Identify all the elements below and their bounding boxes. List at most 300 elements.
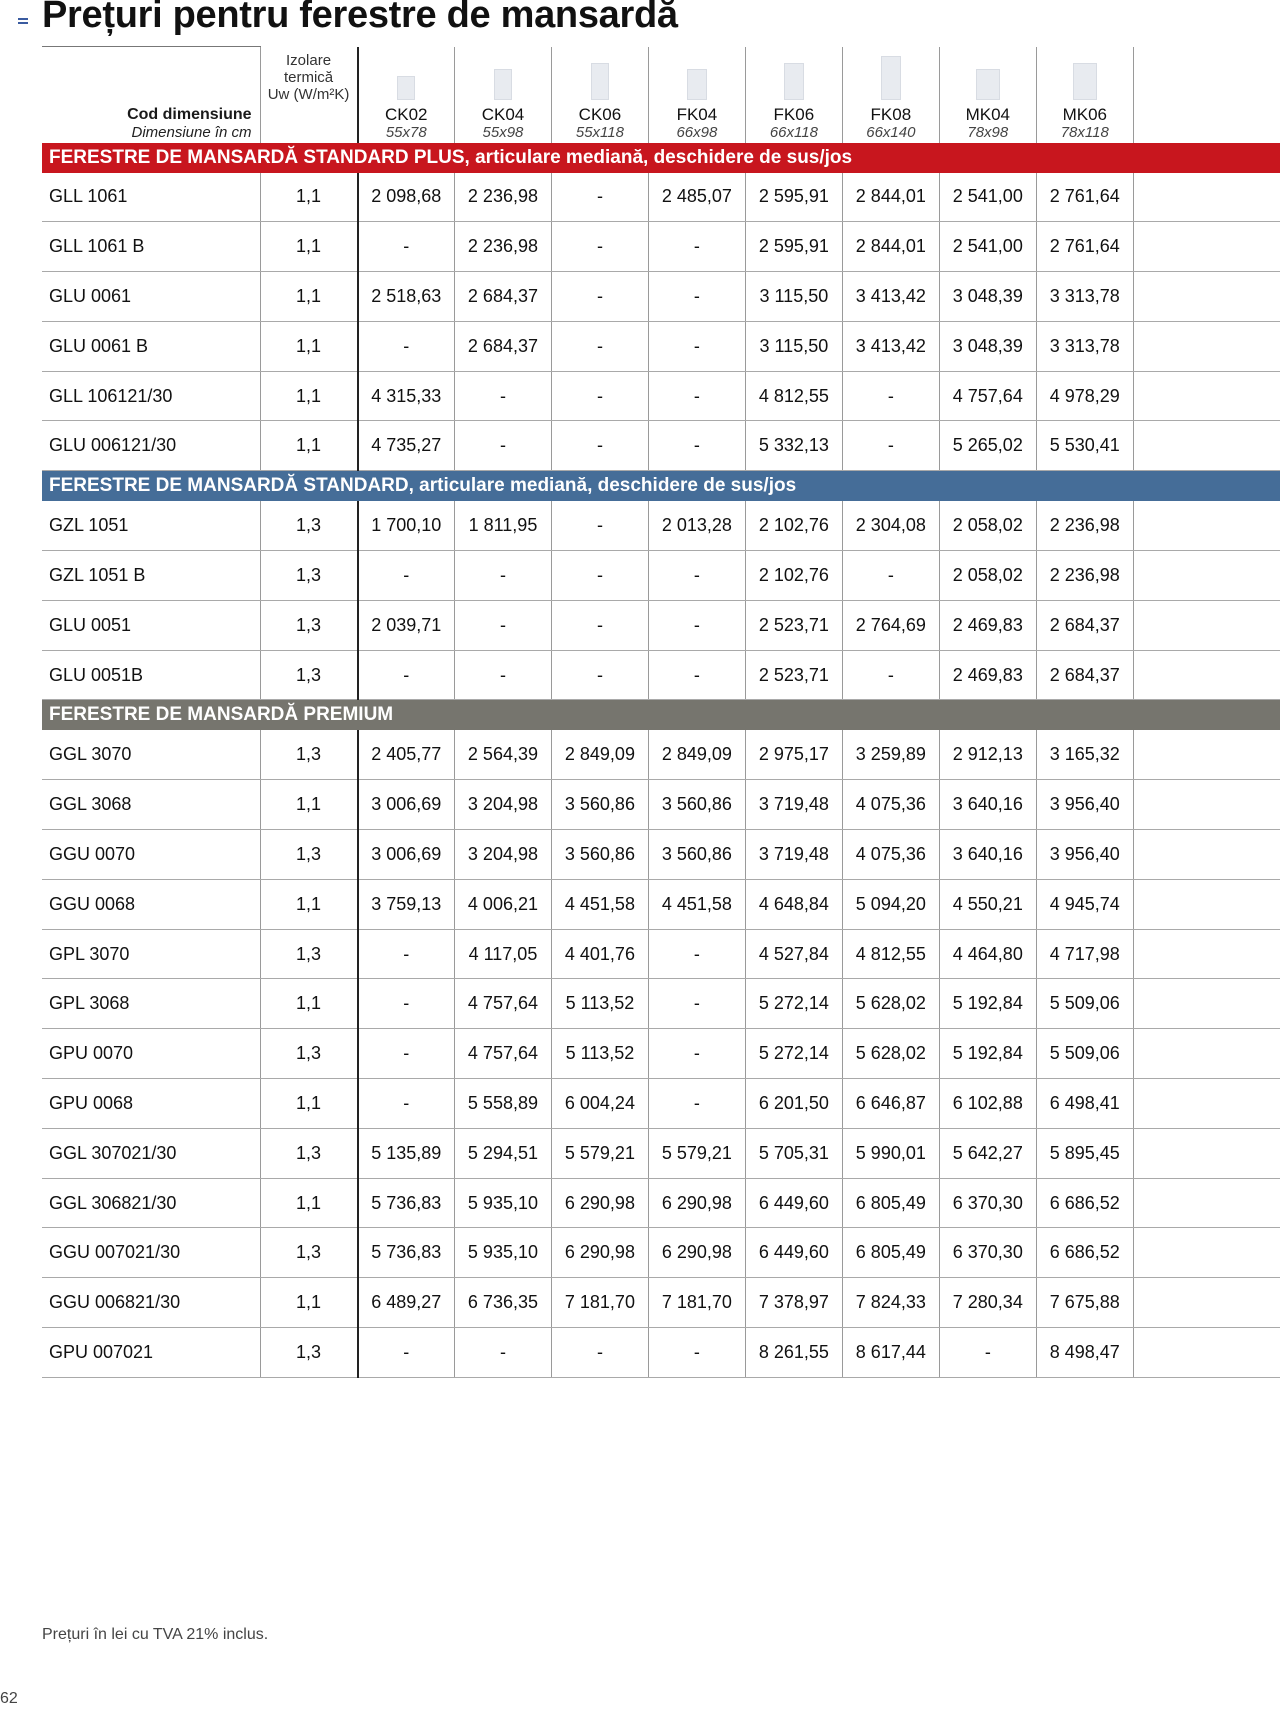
price-cell: 2 098,68 — [358, 173, 455, 222]
row-spacer — [1133, 650, 1280, 700]
uw-value: 1,1 — [260, 979, 357, 1029]
product-code: GPU 0068 — [42, 1079, 260, 1129]
menu-icon[interactable] — [18, 18, 28, 26]
table-row — [42, 1079, 1280, 1129]
uw-value: 1,3 — [260, 1029, 357, 1079]
uw-value: 1,3 — [260, 501, 357, 550]
price-cell: - — [551, 173, 648, 222]
row-spacer — [1133, 979, 1280, 1029]
price-cell: 6 498,41 — [1036, 1079, 1133, 1129]
row-spacer — [1133, 780, 1280, 830]
price-cell: 5 736,83 — [358, 1178, 455, 1228]
price-cell: 2 844,01 — [842, 222, 939, 272]
price-cell: 3 048,39 — [939, 321, 1036, 371]
section-header — [42, 471, 1280, 502]
row-spacer — [1133, 1128, 1280, 1178]
price-cell: 6 290,98 — [551, 1228, 648, 1278]
uw-value: 1,3 — [260, 929, 357, 979]
uw-line1: Izolare — [286, 51, 332, 69]
price-cell: 5 135,89 — [358, 1128, 455, 1178]
size-column-header — [551, 47, 648, 143]
product-code: GPL 3070 — [42, 929, 260, 979]
table-row — [42, 173, 1280, 222]
price-cell: 2 684,37 — [454, 321, 551, 371]
price-cell: 2 039,71 — [358, 600, 455, 650]
uw-value: 1,3 — [260, 830, 357, 880]
product-code: GLU 0051 — [42, 600, 260, 650]
size-column-header — [939, 47, 1036, 143]
price-cell: 7 378,97 — [745, 1278, 842, 1328]
price-cell: - — [551, 650, 648, 700]
row-spacer — [1133, 1029, 1280, 1079]
price-cell: 4 648,84 — [745, 879, 842, 929]
price-cell: 8 261,55 — [745, 1328, 842, 1378]
price-cell: 4 757,64 — [454, 979, 551, 1029]
price-cell: 5 642,27 — [939, 1128, 1036, 1178]
price-cell: 4 812,55 — [745, 371, 842, 421]
price-cell: - — [648, 1328, 745, 1378]
uw-value: 1,3 — [260, 600, 357, 650]
page-title: Prețuri pentru ferestre de mansardă — [42, 0, 678, 36]
price-cell: 5 628,02 — [842, 979, 939, 1029]
price-cell: - — [842, 421, 939, 471]
price-cell: - — [842, 650, 939, 700]
price-cell: 2 304,08 — [842, 501, 939, 550]
price-cell: 4 945,74 — [1036, 879, 1133, 929]
price-cell: 4 006,21 — [454, 879, 551, 929]
price-cell: 2 058,02 — [939, 501, 1036, 550]
price-cell: 5 265,02 — [939, 421, 1036, 471]
price-cell: 3 413,42 — [842, 321, 939, 371]
price-cell: - — [648, 371, 745, 421]
price-cell: - — [551, 321, 648, 371]
row-spacer — [1133, 1278, 1280, 1328]
price-cell: 7 280,34 — [939, 1278, 1036, 1328]
row-spacer — [1133, 551, 1280, 601]
price-cell: 2 844,01 — [842, 173, 939, 222]
product-code: GGU 0070 — [42, 830, 260, 880]
price-cell: - — [454, 1328, 551, 1378]
price-cell: - — [648, 979, 745, 1029]
price-cell: 6 201,50 — [745, 1079, 842, 1129]
price-cell: 5 990,01 — [842, 1128, 939, 1178]
size-code: MK06 — [1062, 104, 1107, 124]
price-cell: 6 290,98 — [648, 1178, 745, 1228]
price-cell: 3 313,78 — [1036, 272, 1133, 322]
price-cell: 4 117,05 — [454, 929, 551, 979]
size-dimension: 55x118 — [575, 123, 624, 141]
price-cell: 3 259,89 — [842, 730, 939, 779]
product-code: GGL 3068 — [42, 780, 260, 830]
price-cell: 6 449,60 — [745, 1228, 842, 1278]
row-spacer — [1133, 1178, 1280, 1228]
price-cell: 7 181,70 — [648, 1278, 745, 1328]
table-row — [42, 650, 1280, 700]
thermal-insulation-header — [260, 47, 357, 143]
price-cell: 5 192,84 — [939, 979, 1036, 1029]
price-cell: 7 181,70 — [551, 1278, 648, 1328]
table-row — [42, 979, 1280, 1029]
price-cell: 6 686,52 — [1036, 1178, 1133, 1228]
price-cell: - — [454, 421, 551, 471]
size-column-header — [745, 47, 842, 143]
size-column-header — [648, 47, 745, 143]
table-row — [42, 780, 1280, 830]
price-cell: 2 541,00 — [939, 173, 1036, 222]
price-cell: 3 048,39 — [939, 272, 1036, 322]
size-dimension: 78x98 — [967, 123, 1009, 141]
table-row — [42, 1228, 1280, 1278]
price-cell: - — [551, 501, 648, 550]
price-cell: 5 895,45 — [1036, 1128, 1133, 1178]
price-cell: 3 560,86 — [648, 830, 745, 880]
price-cell: 5 628,02 — [842, 1029, 939, 1079]
table-row — [42, 730, 1280, 779]
table-header — [42, 47, 1280, 143]
table-row — [42, 929, 1280, 979]
product-code: GLU 0051B — [42, 650, 260, 700]
uw-line3: Uw (W/m²K) — [267, 85, 350, 103]
product-code: GGU 0068 — [42, 879, 260, 929]
size-column-header — [358, 47, 455, 143]
row-spacer — [1133, 501, 1280, 550]
size-column-header — [1036, 47, 1133, 143]
price-cell: 6 290,98 — [648, 1228, 745, 1278]
price-cell: 2 849,09 — [648, 730, 745, 779]
roof-window-icon — [591, 63, 609, 100]
price-cell: 4 075,36 — [842, 830, 939, 880]
price-cell: 2 485,07 — [648, 173, 745, 222]
price-cell: 2 595,91 — [745, 222, 842, 272]
roof-window-icon — [1073, 63, 1097, 100]
uw-value: 1,1 — [260, 173, 357, 222]
row-spacer — [1133, 421, 1280, 471]
roof-window-icon — [976, 69, 1000, 100]
size-dimension: 66x98 — [676, 123, 718, 141]
code-label: Cod dimensiune — [127, 105, 252, 123]
uw-value: 1,3 — [260, 1128, 357, 1178]
row-spacer — [1133, 222, 1280, 272]
price-cell: 6 686,52 — [1036, 1228, 1133, 1278]
uw-value: 1,3 — [260, 1228, 357, 1278]
uw-value: 1,1 — [260, 272, 357, 322]
price-cell: - — [648, 929, 745, 979]
uw-value: 1,1 — [260, 1178, 357, 1228]
price-cell: 3 115,50 — [745, 272, 842, 322]
table-row — [42, 879, 1280, 929]
price-cell: 3 006,69 — [358, 830, 455, 880]
table-row — [42, 1029, 1280, 1079]
price-cell: 3 413,42 — [842, 272, 939, 322]
price-cell: - — [358, 650, 455, 700]
price-cell: - — [454, 551, 551, 601]
price-cell: 6 102,88 — [939, 1079, 1036, 1129]
price-cell: 5 579,21 — [551, 1128, 648, 1178]
row-spacer — [1133, 1228, 1280, 1278]
uw-value: 1,1 — [260, 321, 357, 371]
price-cell: 6 290,98 — [551, 1178, 648, 1228]
size-dimension: 66x140 — [866, 123, 916, 141]
row-spacer — [1133, 371, 1280, 421]
price-cell: - — [648, 1079, 745, 1129]
price-cell: 4 717,98 — [1036, 929, 1133, 979]
price-cell: 3 759,13 — [358, 879, 455, 929]
product-code: GPU 0070 — [42, 1029, 260, 1079]
price-cell: 4 451,58 — [648, 879, 745, 929]
price-cell: 5 272,14 — [745, 1029, 842, 1079]
product-code: GLL 1061 — [42, 173, 260, 222]
price-cell: - — [454, 600, 551, 650]
row-spacer — [1133, 929, 1280, 979]
table-row — [42, 272, 1280, 322]
uw-value: 1,3 — [260, 1328, 357, 1378]
size-dimension: 55x78 — [385, 123, 427, 141]
price-cell: - — [842, 551, 939, 601]
price-cell: 3 956,40 — [1036, 830, 1133, 880]
uw-value: 1,3 — [260, 551, 357, 601]
size-code: MK04 — [965, 104, 1011, 124]
product-code: GPL 3068 — [42, 979, 260, 1029]
price-cell: 2 523,71 — [745, 600, 842, 650]
price-cell: 2 102,76 — [745, 501, 842, 550]
price-cell: 4 527,84 — [745, 929, 842, 979]
price-cell: 2 102,76 — [745, 551, 842, 601]
price-cell: 2 595,91 — [745, 173, 842, 222]
table-row — [42, 222, 1280, 272]
product-code: GGU 006821/30 — [42, 1278, 260, 1328]
price-cell: 2 684,37 — [1036, 650, 1133, 700]
price-cell: 1 811,95 — [454, 501, 551, 550]
price-cell: 2 236,98 — [1036, 551, 1133, 601]
price-cell: 5 113,52 — [551, 1029, 648, 1079]
product-code: GLL 106121/30 — [42, 371, 260, 421]
price-cell: 5 558,89 — [454, 1079, 551, 1129]
size-column-header — [842, 47, 939, 143]
table-row — [42, 1178, 1280, 1228]
size-code: FK08 — [870, 104, 912, 124]
product-code: GLL 1061 B — [42, 222, 260, 272]
price-cell: - — [551, 371, 648, 421]
price-cell: - — [648, 600, 745, 650]
price-cell: 2 523,71 — [745, 650, 842, 700]
uw-value: 1,1 — [260, 780, 357, 830]
price-cell: 7 675,88 — [1036, 1278, 1133, 1328]
price-cell: 5 705,31 — [745, 1128, 842, 1178]
table-row — [42, 321, 1280, 371]
product-code: GPU 007021 — [42, 1328, 260, 1378]
price-cell: - — [358, 929, 455, 979]
price-cell: - — [648, 650, 745, 700]
roof-window-icon — [687, 69, 707, 100]
row-spacer — [1133, 730, 1280, 779]
table-row — [42, 1328, 1280, 1378]
price-cell: 2 541,00 — [939, 222, 1036, 272]
price-cell: 5 935,10 — [454, 1178, 551, 1228]
section-title: FERESTRE DE MANSARDĂ STANDARD, articulare mediană, deschidere de sus/jos — [42, 471, 1280, 502]
price-cell: 6 449,60 — [745, 1178, 842, 1228]
price-cell: 2 469,83 — [939, 600, 1036, 650]
size-code-header — [42, 47, 260, 143]
price-cell: - — [358, 222, 455, 272]
price-cell: - — [358, 551, 455, 601]
price-cell: 8 617,44 — [842, 1328, 939, 1378]
section-header — [42, 700, 1280, 731]
table-row — [42, 1278, 1280, 1328]
price-cell: 2 684,37 — [1036, 600, 1133, 650]
price-cell: 2 013,28 — [648, 501, 745, 550]
price-cell: 4 451,58 — [551, 879, 648, 929]
price-cell: 3 204,98 — [454, 830, 551, 880]
section-title: FERESTRE DE MANSARDĂ PREMIUM — [42, 700, 1280, 731]
price-cell: 2 564,39 — [454, 730, 551, 779]
uw-value: 1,1 — [260, 371, 357, 421]
size-code: CK02 — [384, 104, 428, 124]
price-cell: - — [358, 1079, 455, 1129]
roof-window-icon — [784, 63, 804, 100]
price-cell: 3 165,32 — [1036, 730, 1133, 779]
footnote: Prețuri în lei cu TVA 21% inclus. — [42, 1626, 269, 1643]
product-code: GLU 0061 B — [42, 321, 260, 371]
size-dimension: 55x98 — [482, 123, 524, 141]
table-row — [42, 1128, 1280, 1178]
price-cell: - — [648, 1029, 745, 1079]
price-cell: - — [551, 551, 648, 601]
price-cell: 6 805,49 — [842, 1228, 939, 1278]
price-cell: 5 113,52 — [551, 979, 648, 1029]
table-row — [42, 551, 1280, 601]
dim-label: Dimensiune în cm — [131, 123, 252, 141]
row-spacer — [1133, 830, 1280, 880]
price-cell: 8 498,47 — [1036, 1328, 1133, 1378]
price-cell: 5 736,83 — [358, 1228, 455, 1278]
size-code: FK04 — [676, 104, 718, 124]
price-cell: 4 978,29 — [1036, 371, 1133, 421]
uw-value: 1,1 — [260, 1278, 357, 1328]
price-cell: 2 518,63 — [358, 272, 455, 322]
price-cell: - — [551, 272, 648, 322]
price-cell: 2 761,64 — [1036, 173, 1133, 222]
price-cell: 3 115,50 — [745, 321, 842, 371]
price-cell: 5 192,84 — [939, 1029, 1036, 1079]
price-cell: - — [648, 222, 745, 272]
size-dimension: 66x118 — [769, 123, 818, 141]
price-cell: 5 530,41 — [1036, 421, 1133, 471]
price-cell: 4 757,64 — [454, 1029, 551, 1079]
price-cell: 6 370,30 — [939, 1228, 1036, 1278]
price-cell: 4 812,55 — [842, 929, 939, 979]
row-spacer — [1133, 321, 1280, 371]
price-cell: 6 736,35 — [454, 1278, 551, 1328]
price-cell: 5 579,21 — [648, 1128, 745, 1178]
row-spacer — [1133, 1079, 1280, 1129]
price-cell: - — [358, 1029, 455, 1079]
price-cell: 3 719,48 — [745, 830, 842, 880]
product-code: GGL 307021/30 — [42, 1128, 260, 1178]
price-table — [42, 46, 1280, 1378]
price-cell: 2 764,69 — [842, 600, 939, 650]
row-spacer — [1133, 173, 1280, 222]
size-code: CK04 — [481, 104, 525, 124]
price-cell: 2 975,17 — [745, 730, 842, 779]
product-code: GGU 007021/30 — [42, 1228, 260, 1278]
price-cell: 1 700,10 — [358, 501, 455, 550]
uw-value: 1,1 — [260, 1079, 357, 1129]
price-cell: - — [454, 371, 551, 421]
product-code: GLU 006121/30 — [42, 421, 260, 471]
row-spacer — [1133, 272, 1280, 322]
table-row — [42, 501, 1280, 550]
price-cell: 6 004,24 — [551, 1079, 648, 1129]
row-spacer — [1133, 1328, 1280, 1378]
price-cell: 6 489,27 — [358, 1278, 455, 1328]
price-cell: 4 075,36 — [842, 780, 939, 830]
price-cell: 3 719,48 — [745, 780, 842, 830]
price-cell: 2 405,77 — [358, 730, 455, 779]
size-dimension: 78x118 — [1060, 123, 1109, 141]
size-code: FK06 — [773, 104, 815, 124]
price-cell: 5 509,06 — [1036, 1029, 1133, 1079]
product-code: GGL 3070 — [42, 730, 260, 779]
price-cell: 3 560,86 — [551, 780, 648, 830]
price-cell: 4 315,33 — [358, 371, 455, 421]
price-cell: 6 646,87 — [842, 1079, 939, 1129]
price-cell: 2 912,13 — [939, 730, 1036, 779]
section-title: FERESTRE DE MANSARDĂ STANDARD PLUS, articulare mediană, deschidere de sus/jos — [42, 143, 1280, 173]
uw-line2: termică — [283, 68, 334, 86]
table-row — [42, 421, 1280, 471]
price-cell: 3 560,86 — [551, 830, 648, 880]
price-cell: - — [648, 321, 745, 371]
price-cell: 5 509,06 — [1036, 979, 1133, 1029]
price-cell: 3 204,98 — [454, 780, 551, 830]
price-cell: 2 058,02 — [939, 551, 1036, 601]
price-cell: 5 272,14 — [745, 979, 842, 1029]
price-cell: 4 735,27 — [358, 421, 455, 471]
price-cell: 3 006,69 — [358, 780, 455, 830]
price-cell: 3 313,78 — [1036, 321, 1133, 371]
uw-value: 1,3 — [260, 730, 357, 779]
table-row — [42, 600, 1280, 650]
price-cell: 2 761,64 — [1036, 222, 1133, 272]
product-code: GZL 1051 — [42, 501, 260, 550]
size-code: CK06 — [578, 104, 622, 124]
price-cell: 4 401,76 — [551, 929, 648, 979]
product-code: GGL 306821/30 — [42, 1178, 260, 1228]
uw-value: 1,1 — [260, 421, 357, 471]
price-cell: - — [551, 222, 648, 272]
price-cell: 7 824,33 — [842, 1278, 939, 1328]
price-cell: - — [648, 421, 745, 471]
price-cell: 5 935,10 — [454, 1228, 551, 1278]
price-cell: - — [358, 979, 455, 1029]
row-spacer — [1133, 600, 1280, 650]
price-cell: 2 849,09 — [551, 730, 648, 779]
price-cell: 3 640,16 — [939, 830, 1036, 880]
price-cell: 2 236,98 — [454, 173, 551, 222]
price-cell: 5 294,51 — [454, 1128, 551, 1178]
price-cell: - — [939, 1328, 1036, 1378]
product-code: GZL 1051 B — [42, 551, 260, 601]
table-row — [42, 371, 1280, 421]
price-cell: - — [551, 1328, 648, 1378]
price-cell: 2 684,37 — [454, 272, 551, 322]
price-cell: 2 469,83 — [939, 650, 1036, 700]
price-cell: 4 757,64 — [939, 371, 1036, 421]
price-cell: 6 805,49 — [842, 1178, 939, 1228]
product-code: GLU 0061 — [42, 272, 260, 322]
price-cell: - — [842, 371, 939, 421]
price-cell: 3 956,40 — [1036, 780, 1133, 830]
